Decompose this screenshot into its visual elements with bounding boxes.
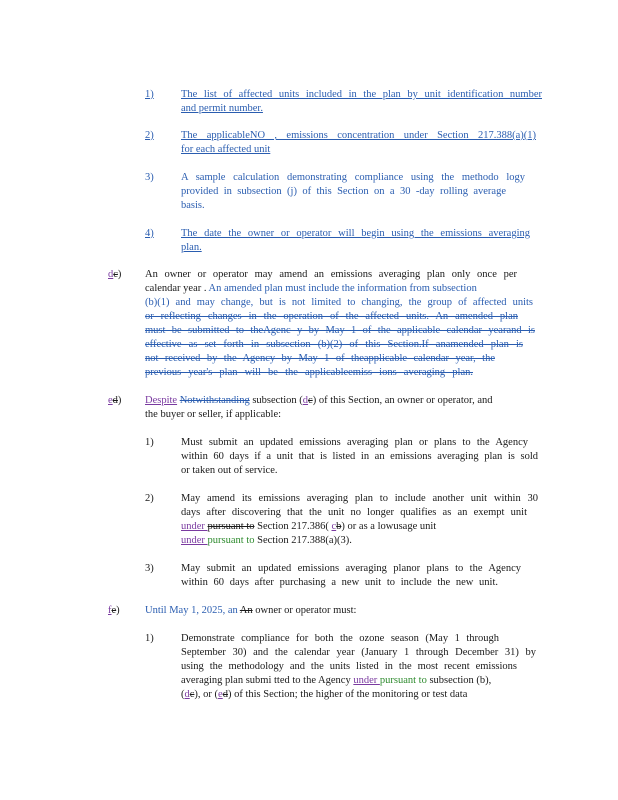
item-text-line: The date the owner or operator will begin using the emissions averaging [181, 228, 530, 239]
item-text-line: basis. [181, 200, 205, 211]
item-text-line: for each affected unit [181, 144, 271, 155]
item-text-line: days after discovering that the unit no longer qualifies as an exempt unit [181, 507, 527, 518]
item-number: 1) [145, 437, 154, 448]
item-number: 3) [145, 563, 154, 574]
paragraph-line: (b)(1) and may change, but is not limited to changing, the group of affected units [145, 297, 533, 308]
paragraph-line-deleted: must be submitted to theAgenc y by May 1 of the applicable calendar yearand is [145, 325, 535, 336]
item-text-line: or taken out of service. [181, 465, 278, 476]
item-text-line: plan. [181, 242, 202, 253]
item-text-line: and permit number. [181, 103, 263, 114]
item-text-line: The list of affected units included in the plan by unit identification number [181, 89, 542, 100]
paragraph-line: the buyer or seller, if applicable: [145, 409, 282, 420]
item-text-line: Must submit an updated emissions averaging plan or plans to the Agency [181, 437, 528, 448]
item-text-line: under pursuant to Section 217.388(a)(3). [181, 535, 352, 546]
item-text-line: provided in subsection (j) of this Section on a 30 -day rolling average [181, 186, 506, 197]
item-text-line: (dc), or (ed) of this Section; the higher of the monitoring or test data [181, 689, 468, 700]
item-text-line: September 30) and the calendar year (January 1 through December 31) by [181, 647, 536, 658]
item-text-line: within 60 days after purchasing a new unit to include the new unit. [181, 577, 498, 588]
item-number: 4) [145, 228, 154, 239]
paragraph-line-deleted: previous year's plan will be the applicableemiss ions averaging plan. [145, 367, 473, 378]
item-text-line: A sample calculation demonstrating compliance using the methodo logy [181, 172, 525, 183]
item-text-line: under pursuant to Section 217.386( cb) or as a lowusage unit [181, 521, 437, 532]
paragraph-line: calendar year . An amended plan must include the information from subsection [145, 283, 477, 294]
subsection-label: ed) [108, 395, 122, 406]
paragraph-line-deleted: not received by the Agency by May 1 of theapplicable calendar year, the [145, 353, 495, 364]
subsection-label: fe) [108, 605, 120, 616]
item-text-line: Demonstrate compliance for both the ozone season (May 1 through [181, 633, 499, 644]
item-text-line: The applicableNO , emissions concentration under Section 217.388(a)(1) [181, 130, 536, 141]
paragraph-line: Until May 1, 2025, an An owner or operator must: [145, 605, 357, 616]
item-text-line: averaging plan submi tted to the Agency under pursuant to subsection (b), [181, 675, 492, 686]
paragraph-line-deleted: effective as set forth in subsection (b)(2) of this Section.If anamended plan is [145, 339, 523, 350]
subsection-label: dc) [108, 269, 122, 280]
paragraph-line-deleted: or reflecting changes in the operation of the affected units. An amended plan [145, 311, 518, 322]
item-text-line: within 60 days if a unit that is listed in an emissions averaging plan is sold [181, 451, 538, 462]
item-text-line: using the methodology and the units listed in the most recent emissions [181, 661, 517, 672]
item-number: 3) [145, 172, 154, 183]
item-number: 2) [145, 493, 154, 504]
item-text-line: May amend its emissions averaging plan to include another unit within 30 [181, 493, 538, 504]
item-number: 2) [145, 130, 154, 141]
item-text-line: May submit an updated emissions averaging planor plans to the Agency [181, 563, 521, 574]
paragraph-line: Despite Notwithstanding subsection (dc) of this Section, an owner or operator, and [145, 395, 493, 406]
item-number: 1) [145, 89, 154, 100]
paragraph-line: An owner or operator may amend an emissions averaging plan only once per [145, 269, 517, 280]
item-number: 1) [145, 633, 154, 644]
